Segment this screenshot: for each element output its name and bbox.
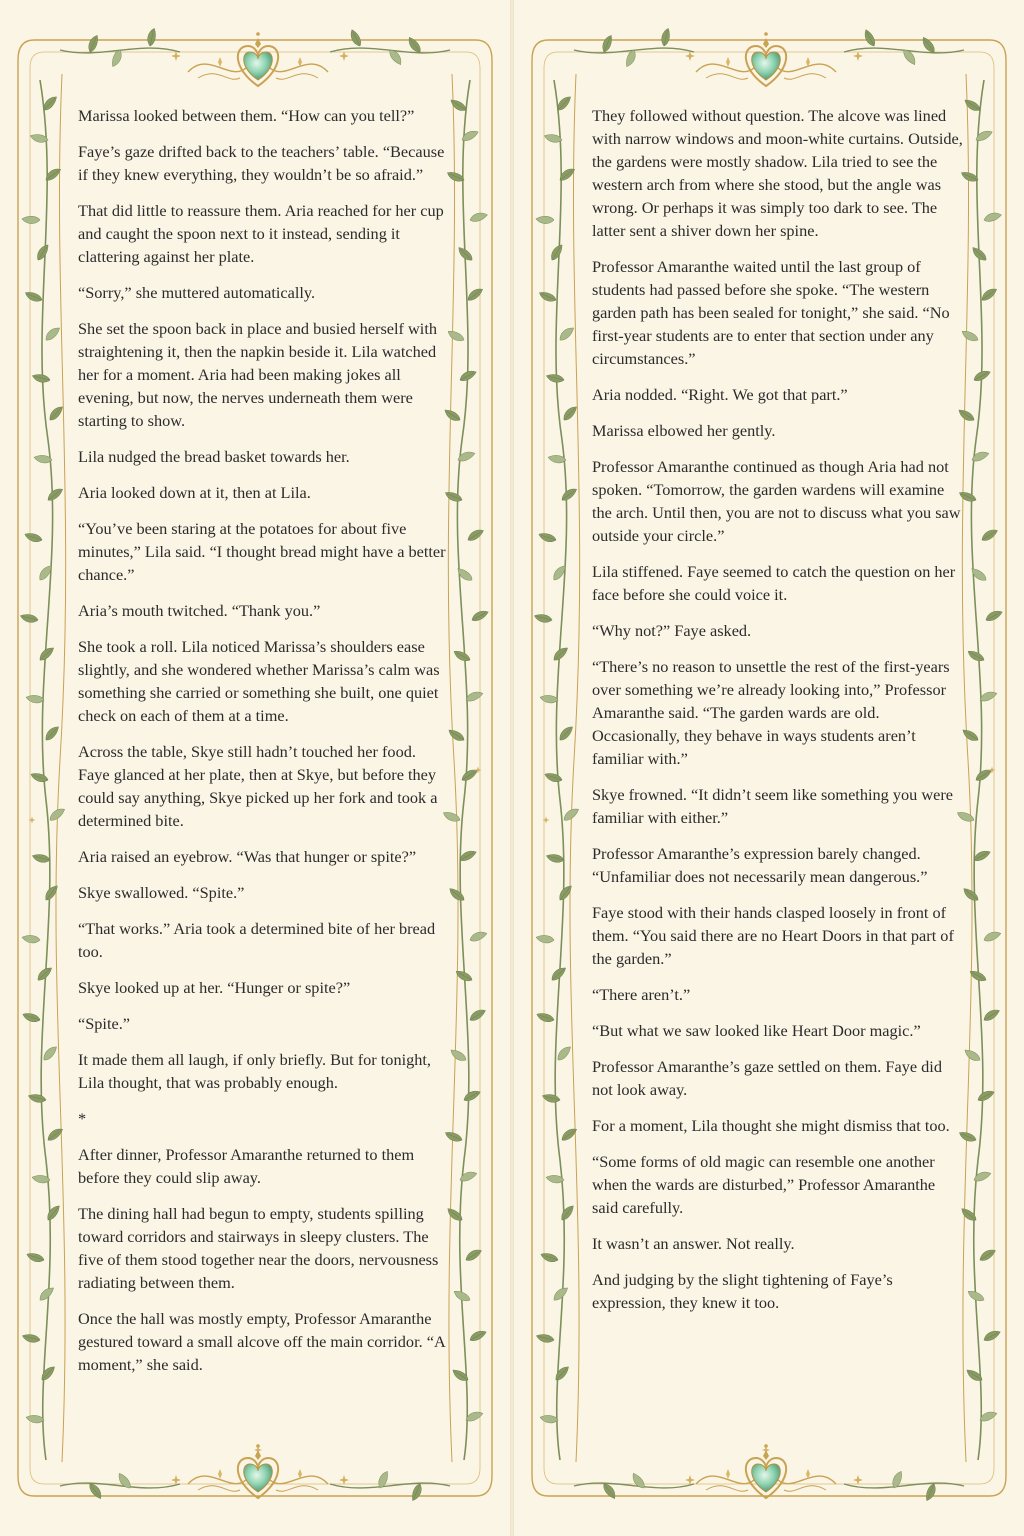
paragraph: It made them all laugh, if only briefly. But for tonight, Lila thought, that was probably enough. (78, 1050, 431, 1092)
paragraph: Professor Amaranthe’s expression barely changed. “Unfamiliar does not necessarily mean dangerous.” (592, 844, 928, 886)
paragraph: “There aren’t.” (592, 985, 691, 1004)
paragraph: Professor Amaranthe’s gaze settled on them. Faye did not look away. (592, 1057, 942, 1099)
paragraph: “That works.” Aria took a determined bite of her bread too. (78, 919, 436, 961)
right-page (514, 0, 1024, 1536)
paragraph: “Why not?” Faye asked. (592, 621, 752, 640)
paragraph: Skye looked up at her. “Hunger or spite?” (78, 978, 351, 997)
paragraph: For a moment, Lila thought she might dismiss that too. (592, 1116, 950, 1135)
paragraph: Aria raised an eyebrow. “Was that hunger or spite?” (78, 847, 417, 866)
paragraph: Lila stiffened. Faye seemed to catch the question on her face before she could voice it. (592, 562, 956, 604)
paragraph: “Sorry,” she muttered automatically. (78, 283, 316, 302)
paragraph: Once the hall was mostly empty, Professor Amaranthe gestured toward a small alcove off the main corridor. “A moment,” she said. (78, 1309, 445, 1374)
heart-gem-ornament-icon (188, 1444, 328, 1498)
paragraph: The dining hall had begun to empty, students spilling toward corridors and stairways in sleepy clusters. The five of them stood together near the doors, nervousness radiating between them. (78, 1204, 439, 1292)
paragraph: Professor Amaranthe waited until the last group of students had passed before she spoke. “The western garden path has been sealed for tonight,” she said. “No first-year students are to enter that section under any circumstances.” (592, 257, 950, 368)
paragraph: She took a roll. Lila noticed Marissa’s shoulders ease slightly, and she wondered whether Marissa’s calm was something she carried or something she built, one quiet check on each of them at a time. (78, 637, 440, 725)
paragraph: “Spite.” (78, 1014, 130, 1033)
paragraph: Aria looked down at it, then at Lila. (78, 483, 311, 502)
paragraph: Professor Amaranthe continued as though Aria had not spoken. “Tomorrow, the garden wardens will examine the arch. Until then, you are not to discuss what you saw outside your circle.” (592, 457, 961, 545)
paragraph: Marissa elbowed her gently. (592, 421, 776, 440)
left-page (0, 0, 510, 1536)
paragraph: “Some forms of old magic can resemble one another when the wards are disturbed,” Professor Amaranthe said carefully. (592, 1152, 936, 1217)
page-text (592, 104, 964, 1327)
paragraph: Faye stood with their hands clasped loosely in front of them. “You said there are no Heart Doors in that part of the garden.” (592, 903, 954, 968)
paragraph: “But what we saw looked like Heart Door magic.” (592, 1021, 921, 1040)
paragraph: Skye swallowed. “Spite.” (78, 883, 245, 902)
scene-break: * (78, 1109, 87, 1128)
page-text (78, 104, 450, 1389)
paragraph: Aria’s mouth twitched. “Thank you.” (78, 601, 321, 620)
paragraph: “You’ve been staring at the potatoes for about five minutes,” Lila said. “I thought bread might have a better chance.” (78, 519, 446, 584)
heart-gem-ornament-icon (696, 1444, 836, 1498)
paragraph: She set the spoon back in place and busied herself with straightening it, then the napkin beside it. Lila watched her for a moment. Aria had been making jokes all evening, but now, the nerves underneath them were starting to show. (78, 319, 437, 430)
paragraph: That did little to reassure them. Aria reached for her cup and caught the spoon next to it instead, sending it clattering against her plate. (78, 201, 444, 266)
paragraph: Faye’s gaze drifted back to the teachers’ table. “Because if they knew everything, they wouldn’t be so afraid.” (78, 142, 445, 184)
paragraph: It wasn’t an answer. Not really. (592, 1234, 795, 1253)
paragraph: Skye frowned. “It didn’t seem like something you were familiar with either.” (592, 785, 953, 827)
paragraph: Across the table, Skye still hadn’t touched her food. Faye glanced at her plate, then at Skye, but before they could say anything, Skye picked up her fork and took a determined bite. (78, 742, 438, 830)
paragraph: And judging by the slight tightening of Faye’s expression, they knew it too. (592, 1270, 893, 1312)
paragraph: Aria nodded. “Right. We got that part.” (592, 385, 848, 404)
paragraph: Lila nudged the bread basket towards her. (78, 447, 350, 466)
paragraph: “There’s no reason to unsettle the rest of the first-years over something we’re already looking into,” Professor Amaranthe said. “The garden wards are old. Occasionally, they behave in ways students aren’t familiar with.” (592, 657, 950, 768)
paragraph: They followed without question. The alcove was lined with narrow windows and moon-white curtains. Outside, the gardens were mostly shadow. Lila tried to see the western arch from where she stood, but the angle was wrong. Or perhaps it was simply too dark to see. The latter sent a shiver down her spine. (592, 106, 963, 240)
paragraph: Marissa looked between them. “How can you tell?” (78, 106, 415, 125)
paragraph: After dinner, Professor Amaranthe returned to them before they could slip away. (78, 1145, 415, 1187)
